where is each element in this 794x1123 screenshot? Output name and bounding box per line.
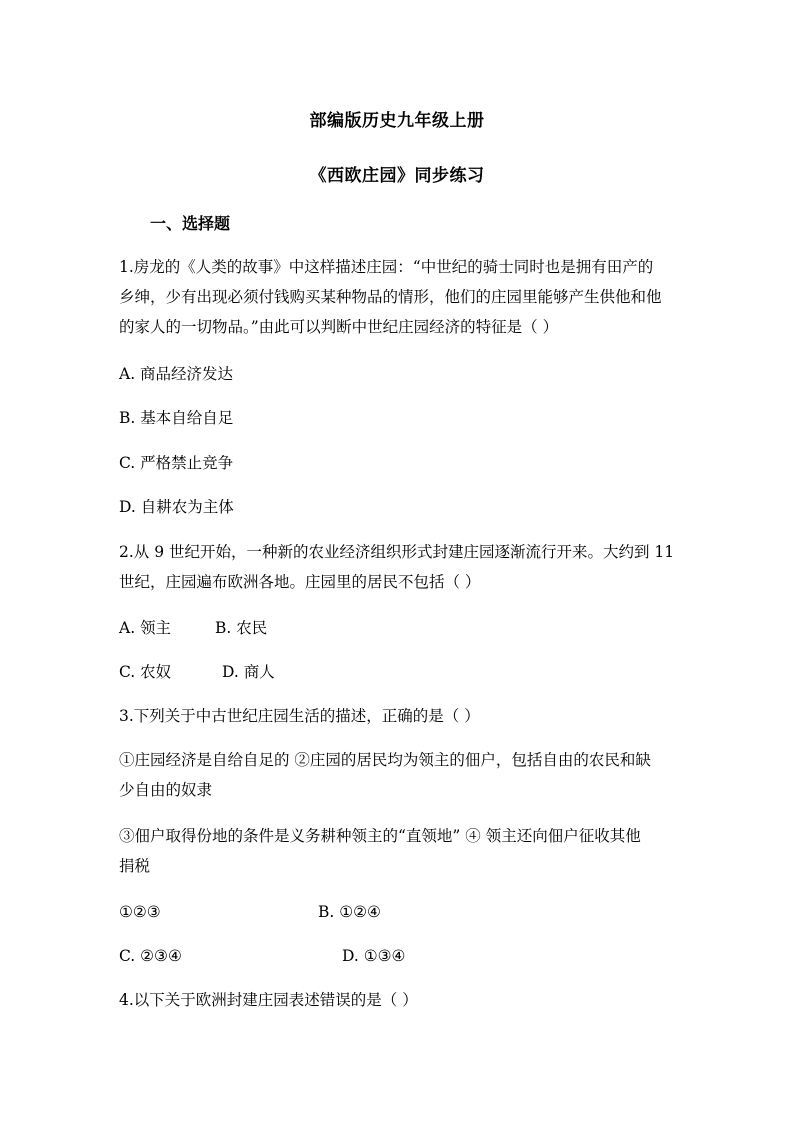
document-title: 部编版历史九年级上册 bbox=[309, 111, 485, 131]
question-3-option-c: C. ②③④ bbox=[119, 947, 182, 965]
question-2-option-b: B. 农民 bbox=[215, 619, 268, 637]
question-1-option-b: B. 基本自给自足 bbox=[119, 409, 234, 427]
question-1-stem-line-2: 乡绅，少有出现必须付钱购买某种物品的情形，他们的庄园里能够产生供他和他 bbox=[119, 288, 662, 306]
question-1-option-c: C. 严格禁止竞争 bbox=[119, 454, 234, 472]
question-3-stem-line-2: ①庄园经济是自给自足的 ②庄园的居民均为领主的佃户，包括自由的农民和缺 bbox=[119, 751, 651, 769]
question-3-stem-line-4: ③佃户取得份地的条件是义务耕种领主的“直领地” ④ 领主还向佃户征收其他 bbox=[119, 827, 641, 845]
question-2-option-a: A. 领主 bbox=[119, 619, 172, 637]
question-2-option-d: D. 商人 bbox=[222, 663, 275, 681]
question-3-option-d: D. ①③④ bbox=[342, 947, 406, 965]
section-heading: 一、选择题 bbox=[150, 214, 231, 233]
question-3-option-b: B. ①②④ bbox=[318, 903, 381, 921]
question-2-stem-line-2: 世纪，庄园遍布欧洲各地。庄园里的居民不包括（ ） bbox=[119, 573, 481, 591]
question-3-stem-line-5: 捐税 bbox=[119, 857, 151, 875]
question-2-option-c: C. 农奴 bbox=[119, 663, 172, 681]
question-3-option-a: ①②③ bbox=[119, 903, 161, 921]
question-1-option-a: A. 商品经济发达 bbox=[119, 365, 234, 383]
question-3-stem-line-3: 少自由的奴隶 bbox=[119, 781, 213, 799]
question-3-stem-line-1: 3.下列关于中古世纪庄园生活的描述，正确的是（ ） bbox=[119, 707, 480, 725]
question-2-stem-line-1: 2.从 9 世纪开始，一种新的农业经济组织形式封建庄园逐渐流行开来。大约到 11 bbox=[119, 543, 675, 561]
question-4-stem-line-1: 4.以下关于欧洲封建庄园表述错误的是（ ） bbox=[119, 991, 418, 1009]
document-subtitle: 《西欧庄园》同步练习 bbox=[309, 166, 485, 186]
question-1-option-d: D. 自耕农为主体 bbox=[119, 498, 234, 516]
question-1-stem-line-3: 的家人的一切物品。”由此可以判断中世纪庄园经济的特征是（ ） bbox=[119, 318, 559, 336]
question-1-stem-line-1: 1.房龙的《人类的故事》中这样描述庄园：“中世纪的骑士同时也是拥有田产的 bbox=[119, 258, 654, 276]
